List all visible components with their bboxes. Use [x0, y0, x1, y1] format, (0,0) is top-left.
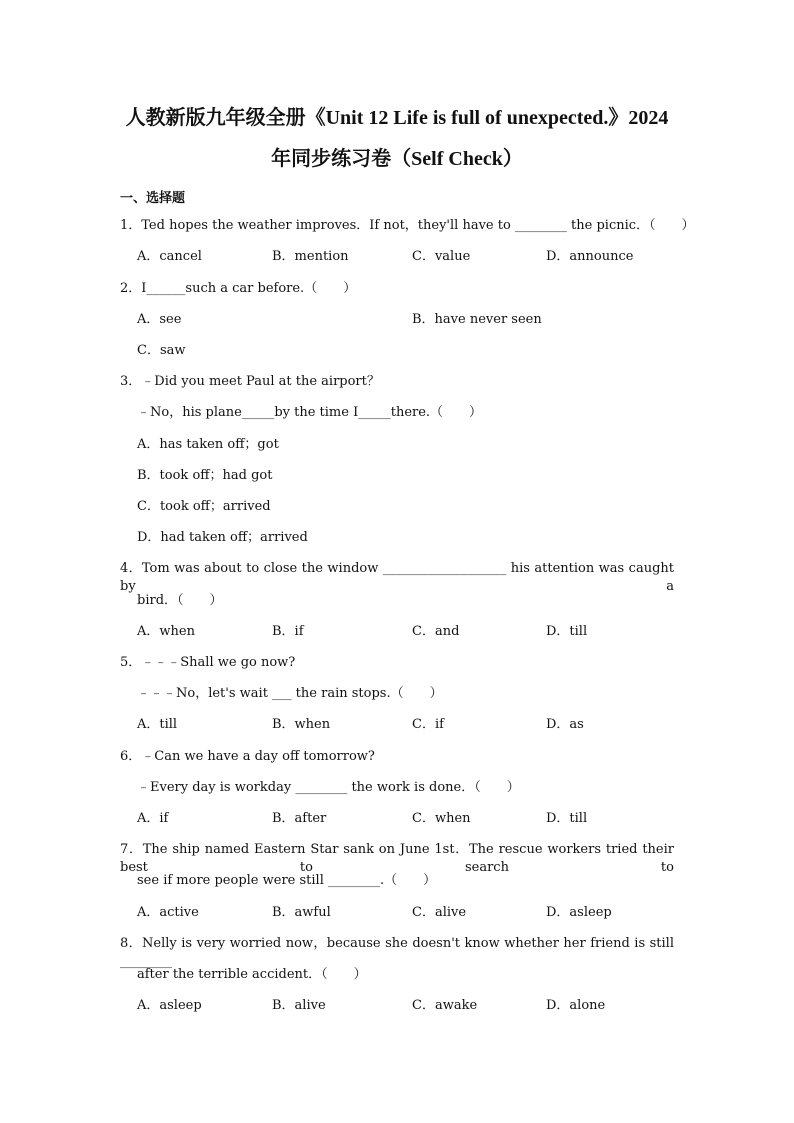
question-8-stem-2: after the terrible accident．（ ） [137, 967, 367, 982]
question-8-stem-1: 8．Nelly is very worried now，because she doesn't know whether her friend is still ________ [120, 936, 674, 969]
question-7-stem-1: 7．The ship named Eastern Star sank on June 1st．The rescue workers tried their best to search to [120, 842, 674, 875]
section-heading: 一、选择题 [120, 190, 186, 205]
question-6-option-a: A．if [137, 811, 169, 826]
question-2-stem: 2．I______such a car before.（ ） [120, 281, 357, 296]
question-8-option-c: C．awake [412, 998, 478, 1013]
question-4-option-b: B．if [272, 624, 304, 639]
question-8-option-b: B．alive [272, 998, 326, 1013]
question-5-stem-2: ﹣﹣﹣No，let's wait ___ the rain stops.（ ） [137, 686, 443, 701]
question-6-stem-2: ﹣Every day is workday ________ the work is done．（ ） [137, 780, 520, 795]
question-7-option-a: A．active [137, 905, 199, 920]
question-7-stem-2: see if more people were still ________.（ ） [137, 873, 437, 888]
question-5-option-d: D．as [546, 717, 584, 732]
question-3-option-d: D．had taken off；arrived [137, 530, 308, 545]
question-3-option-a: A．has taken off；got [137, 437, 279, 452]
question-1-option-b: B．mention [272, 249, 349, 264]
question-5-option-a: A．till [137, 717, 178, 732]
question-8-option-d: D．alone [546, 998, 606, 1013]
question-1-option-d: D．announce [546, 249, 634, 264]
question-1-option-a: A．cancel [137, 249, 202, 264]
question-5-stem-1: 5．﹣﹣﹣Shall we go now? [120, 655, 296, 670]
question-7-option-c: C．alive [412, 905, 467, 920]
question-3-stem-1: 3．﹣Did you meet Paul at the airport？ [120, 374, 380, 389]
question-4-option-a: A．when [137, 624, 195, 639]
question-3-option-c: C．took off；arrived [137, 499, 271, 514]
page-title-line-2: 年同步练习卷（Self Check） [271, 148, 523, 170]
question-2-option-a: A．see [137, 312, 182, 327]
question-6-option-d: D．till [546, 811, 588, 826]
question-7-option-d: D．asleep [546, 905, 612, 920]
question-4-stem-1: 4．Tom was about to close the window ___________________ his attention was caught by a [120, 561, 674, 594]
question-5-option-c: C．if [412, 717, 444, 732]
question-2-option-b: B．have never seen [412, 312, 542, 327]
question-8-option-a: A．asleep [137, 998, 202, 1013]
question-6-option-c: C．when [412, 811, 471, 826]
question-4-option-d: D．till [546, 624, 588, 639]
question-7-option-b: B．awful [272, 905, 331, 920]
question-5-option-b: B．when [272, 717, 331, 732]
question-3-stem-2: ﹣No，his plane_____by the time I_____there.（ ） [137, 405, 483, 420]
question-2-option-c: C．saw [137, 343, 186, 358]
question-4-stem-2: bird．（ ） [137, 593, 223, 608]
question-1-option-c: C．value [412, 249, 471, 264]
question-6-stem-1: 6．﹣Can we have a day off tomorrow? [120, 749, 375, 764]
question-1-stem: 1．Ted hopes the weather improves．If not，they'll have to ________ the picnic．（ ） [120, 218, 695, 233]
question-6-option-b: B．after [272, 811, 327, 826]
page-title-line-1: 人教新版九年级全册《Unit 12 Life is full of unexpected.》2024 [125, 107, 669, 129]
question-3-option-b: B．took off；had got [137, 468, 273, 483]
question-4-option-c: C．and [412, 624, 460, 639]
